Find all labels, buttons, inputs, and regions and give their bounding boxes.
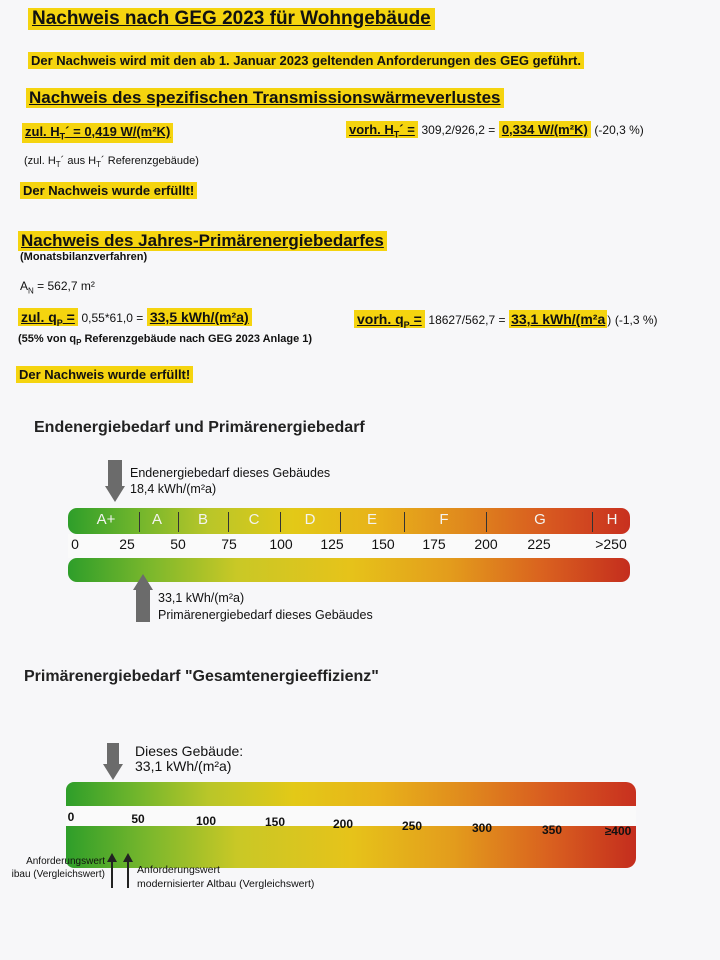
present-delta: (-20,3 %) [594,123,644,137]
scale2-ref-left-line2: ibau (Vergleichswert) [11,869,105,880]
scale1-class-2: B [197,511,208,528]
scale1-tick-1: 25 [119,536,135,552]
note-mid: ´ aus H [60,155,97,167]
scale2-top-arrow-shaft [107,743,119,765]
transmission-heading: Nachweis des spezifischen Transmissionswärmeverlustes [26,88,504,108]
primary-note-pre: (55% von q [18,333,77,345]
scale1-tick-7: 175 [422,536,446,552]
primary-present-sub: P [403,319,410,330]
scale1-top-arrow-shaft [108,460,122,486]
scale1-class-separator [228,512,229,532]
scale2-tick-7: 350 [541,822,563,837]
primary-present-delta: (-1,3 %) [614,313,658,327]
scale1-tick-9: 225 [527,536,551,552]
scale1-bottom-arrow-icon [133,574,153,590]
primary-present-eq: = [409,311,422,327]
scale2-ref-right-line2: modernisierter Altbau (Vergleichswert) [137,878,315,890]
scale1-class-4: D [304,511,316,528]
scale1-class-1: A [151,511,162,528]
primary-present-close: ) [607,313,612,327]
scale1-class-separator [340,512,341,532]
scale1-title: Endenergiebedarf und Primärenergiebedarf [34,419,365,436]
scale1-class-separator [486,512,487,532]
primary-allowed-label: zul. q [21,309,57,325]
scale1-class-separator [404,512,405,532]
scale2-ref-left-arrow-shaft [111,860,113,888]
primary-method: (Monatsbilanzverfahren) [20,251,148,263]
primary-allowed [18,309,252,328]
present-label: vorh. H [349,122,394,137]
transmission-note [24,155,199,169]
allowed-value: ´ = 0,419 W/(m²K) [65,124,171,139]
scale1-class-separator [178,512,179,532]
scale1-class-7: G [534,511,546,528]
scale1-tick-8: 200 [474,536,498,552]
scale2-tick-4: 200 [332,817,354,832]
note-pre: (zul. H [24,155,56,167]
scale2-top-label-line2: 33,1 kWh/(m²a) [135,758,232,774]
scale1-bottom-label-line2: Primärenergiebedarf dieses Gebäudes [158,608,373,622]
primary-allowed-eq: = [62,309,75,325]
scale1-class-8: H [606,511,618,528]
scale1-top-label [130,465,330,497]
primary-present [354,311,658,330]
scale1-tick-10: >250 [595,536,627,552]
primary-heading: Nachweis des Jahres-Primärenergiebedarfes [18,231,387,251]
scale1-tick-5: 125 [320,536,344,552]
scale2-ref-right-line1: Anforderungswert [137,864,220,876]
primary-allowed-value: 33,5 kWh/(m²a) [147,308,252,326]
primary-note-sub: P [76,338,82,348]
scale1-class-separator [280,512,281,532]
scale1-bottom-arrow-shaft [136,590,150,622]
scale2-tick-0: 0 [67,810,75,824]
transmission-present [346,122,644,140]
present-calc: 309,2/926,2 = [421,123,496,137]
scale2-tick-1: 50 [131,811,145,826]
scale1-tick-0: 0 [71,536,79,552]
primary-note [18,333,312,347]
primary-allowed-calc: 0,55*61,0 = [81,311,144,325]
scale2-top-label [135,744,243,774]
scale1-class-6: F [439,511,449,528]
allowed-label: zul. H [25,124,60,139]
scale1-bottom-label [158,590,373,624]
scale1-tick-2: 50 [170,536,186,552]
scale1-top-label-line1: Endenergiebedarf dieses Gebäudes [130,466,331,480]
note-sub2: T [96,160,102,170]
an-value: = 562,7 m² [33,279,95,293]
scale2-tick-8: ≥400 [604,824,632,839]
primary-result: Der Nachweis wurde erfüllt! [16,366,193,383]
intro-text: Der Nachweis wird mit den ab 1. Januar 2023 geltenden Anforderungen des GEG geführt. [28,52,584,69]
scale2-title: Primärenergiebedarf "Gesamtenergieeffizienz" [24,668,379,685]
scale2-ref-left-line1: Anforderungswert [26,856,105,867]
note-sub1: T [55,160,61,170]
present-value: 0,334 W/(m²K) [499,121,591,138]
scale2-ref-right-arrow-shaft [127,860,129,888]
scale1-tick-3: 75 [221,536,237,552]
note-post: ´ Referenzgebäude) [101,155,199,167]
primary-an [20,279,95,295]
present-sub: T [393,129,400,140]
scale2-top-bar [66,782,636,808]
scale1-class-0: A+ [96,511,116,528]
transmission-allowed [22,123,173,143]
primary-present-calc: 18627/562,7 = [428,313,506,327]
scale2-tick-6: 300 [471,820,493,835]
scale2-ref-right-label [137,863,314,891]
scale2-tick-2: 100 [195,813,217,828]
primary-note-post: Referenzgebäude nach GEG 2023 Anlage 1) [81,333,313,345]
scale1-class-separator [139,512,140,532]
primary-present-label-wrap [354,310,425,328]
primary-present-label: vorh. q [357,311,404,327]
an-sub: N [28,286,34,296]
scale2-ref-left-label [0,855,105,881]
scale2-top-label-line1: Dieses Gebäude: [135,743,244,759]
primary-allowed-sub: P [56,317,63,328]
present-eq: ´ = [399,122,415,137]
scale1-class-3: C [248,511,260,528]
primary-present-value: 33,1 kWh/(m²a [511,311,606,327]
scale1-top-arrow-icon [105,486,125,502]
scale2-tick-5: 250 [401,819,423,833]
allowed-sub: T [59,131,66,142]
primary-allowed-label-wrap [18,308,78,326]
an-label: A [20,279,29,293]
present-label-wrap [346,121,418,138]
scale1-tick-4: 100 [269,536,293,552]
scale1-top-label-line2: 18,4 kWh/(m²a) [130,482,217,496]
scale1-class-separator [592,512,593,532]
scale2-tick-3: 150 [264,815,286,830]
transmission-result: Der Nachweis wurde erfüllt! [20,182,197,199]
scale2-top-arrow-icon [103,764,123,780]
scale1-class-5: E [366,511,377,528]
scale1-bottom-label-line1: 33,1 kWh/(m²a) [158,591,245,605]
scale1-tick-6: 150 [371,536,395,552]
page-title: Nachweis nach GEG 2023 für Wohngebäude [28,8,435,30]
